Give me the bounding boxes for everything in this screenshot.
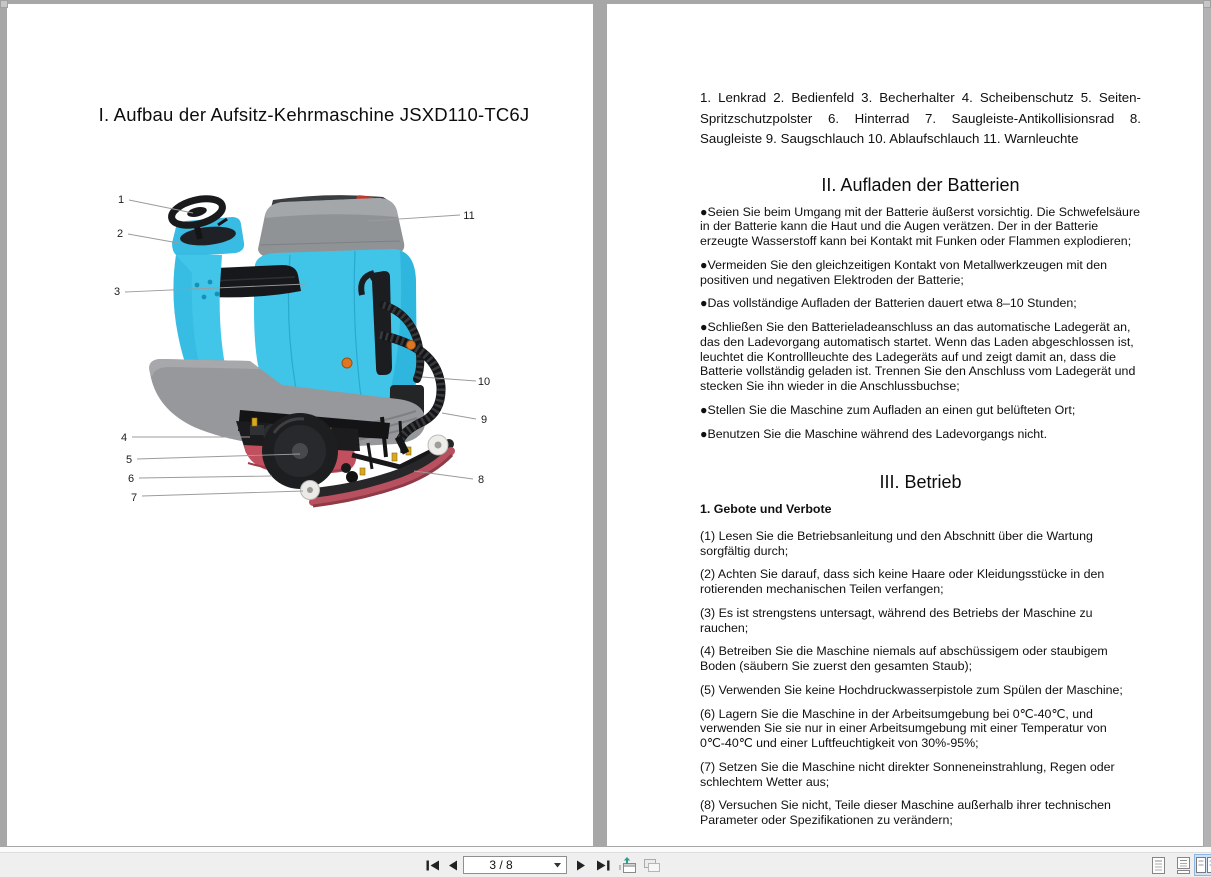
callout-number: 11: [463, 210, 475, 222]
section-heading-batteries: II. Aufladen der Batterien: [821, 174, 1020, 195]
numbered-item: (3) Es ist strengstens untersagt, während des Betriebs der Maschine zu rauchen;: [700, 605, 1093, 635]
callout-number: 10: [477, 376, 491, 388]
page-number-input[interactable]: [463, 856, 567, 874]
bottom-toolbar: [0, 852, 1211, 877]
callout-line: [142, 491, 303, 496]
betrieb-items: [700, 529, 1141, 828]
numbered-item: (5) Verwenden Sie keine Hochdruckwasserpistole zum Spülen der Maschine;: [700, 682, 1123, 697]
right-page: [607, 4, 1203, 846]
previous-view-button[interactable]: [617, 853, 637, 877]
next-page-button[interactable]: [574, 853, 588, 877]
callout-number: 5: [125, 454, 133, 466]
callout-number: 9: [480, 414, 488, 426]
first-page-button[interactable]: [424, 853, 442, 877]
indicator-light: [342, 358, 352, 368]
next-view-button[interactable]: [641, 853, 661, 877]
machine-illustration: [149, 194, 452, 506]
right-page-content: [607, 4, 1203, 846]
numbered-item: (4) Betreiben Sie die Maschine niemals auf abschüssigem oder staubigem Boden (säubern Sie zuerst den gesamten Staub);: [700, 644, 1108, 674]
callout-number: 7: [130, 492, 138, 504]
callout-line: [422, 377, 476, 381]
bullet-paragraph: ●Seien Sie beim Umgang mit der Batterie äußerst vorsichtig. Die Schwefelsäure in der Batterie kann die Haut und die Augen verätzen. Der in der Batterie erzeugte Wasserstoff kann bei Kontakt mit Funken oder Flammen explodieren;: [700, 204, 1140, 249]
facing-pages-icon: [1196, 857, 1211, 873]
bullet-paragraph: ●Stellen Sie die Maschine zum Aufladen an einen gut belüfteten Ort;: [700, 402, 1076, 417]
previous-view-icon: [618, 857, 637, 874]
go-next-icon: [576, 860, 586, 871]
numbered-item: (7) Setzen Sie die Maschine nicht direkter Sonneneinstrahlung, Regen oder schlechtem Wetter aus;: [700, 759, 1115, 789]
caret-down-icon[interactable]: [554, 863, 561, 868]
numbered-item: (8) Versuchen Sie nicht, Teile dieser Maschine außerhalb ihrer technischen Parameter oder Spezifikationen zu verändern;: [700, 798, 1111, 828]
indicator-light: [407, 341, 416, 350]
section-heading-betrieb: III. Betrieb: [879, 472, 962, 493]
subsection-heading: 1. Gebote und Verbote: [700, 502, 832, 517]
callout-number: 1: [117, 194, 125, 206]
rear-wheel: [262, 413, 338, 489]
corner-artifact: [0, 0, 8, 8]
single-page-icon: [1152, 857, 1165, 874]
facing-pages-layout-button[interactable]: [1194, 854, 1211, 876]
page-indicator: 3 / 8: [489, 858, 513, 872]
callout-line: [139, 476, 272, 478]
numbered-item: (6) Lagern Sie die Maschine in der Arbeitsumgebung bei 0℃-40℃, und verwenden Sie sie nur in einer Arbeitsumgebung mit einer Temperatur von 0℃-40℃ und einer Luftfeuchtigkeit von 30%-95%;: [700, 706, 1107, 751]
machine-diagram: [100, 185, 500, 525]
go-previous-icon: [448, 860, 458, 871]
bullet-paragraph: ●Schließen Sie den Batterieladeanschluss an das automatische Ladegerät an, das den Ladevorgang automatisch startet. Wenn das Laden abgeschlossen ist, leuchtet die Kontrollleuchte des Ladegeräts auf und zeigt damit an, dass die Batterie vollständig geladen ist. Trennen Sie den Anschluss vom Ladegerät und stecken Sie ihn wieder in die Anschlussbuchse;: [700, 320, 1136, 394]
callout-number: 6: [127, 473, 135, 485]
battery-bullets: [700, 205, 1141, 442]
machine-figure: [100, 185, 500, 525]
next-view-icon: [642, 857, 661, 873]
continuous-layout-button[interactable]: [1175, 853, 1191, 877]
go-last-icon: [596, 860, 610, 871]
go-first-icon: [426, 860, 440, 871]
callout-number: 3: [113, 286, 121, 298]
parts-list: 1. Lenkrad 2. Bedienfeld 3. Becherhalter 4. Scheibenschutz 5. Seiten-Spritzschutzpolster 6. Hinterrad 7. Saugleiste-Antikollisionsrad 8. Saugleiste 9. Saugschlauch 10. Ablaufschlauch 11. Warnleuchte: [700, 90, 1141, 147]
last-page-button[interactable]: [594, 853, 612, 877]
scrollbar-up-button[interactable]: [1203, 0, 1211, 8]
continuous-pages-icon: [1177, 857, 1190, 874]
left-page: [7, 4, 593, 846]
single-page-layout-button[interactable]: [1150, 853, 1166, 877]
bullet-paragraph: ●Vermeiden Sie den gleichzeitigen Kontakt von Metallwerkzeugen mit den positiven und negativen Elektroden der Batterie;: [700, 257, 1107, 287]
bullet-paragraph: ●Benutzen Sie die Maschine während des Ladevorgangs nicht.: [700, 426, 1048, 441]
bullet-paragraph: ●Das vollständige Aufladen der Batterien dauert etwa 8–10 Stunden;: [700, 296, 1077, 311]
vertical-scrollbar-track[interactable]: [1204, 8, 1211, 847]
callout-number: 2: [116, 228, 124, 240]
numbered-item: (1) Lesen Sie die Betriebsanleitung und den Abschnitt über die Wartung sorgfältig durch;: [700, 528, 1093, 558]
numbered-item: (2) Achten Sie darauf, dass sich keine Haare oder Kleidungsstücke in den rotierenden mechanischen Teilen verfangen;: [700, 567, 1105, 597]
callout-number: 8: [477, 474, 485, 486]
page-title: I. Aufbau der Aufsitz-Kehrmaschine JSXD110-TC6J: [98, 104, 530, 125]
callout-number: 4: [120, 432, 128, 444]
callout-line: [442, 413, 476, 419]
previous-page-button[interactable]: [446, 853, 460, 877]
